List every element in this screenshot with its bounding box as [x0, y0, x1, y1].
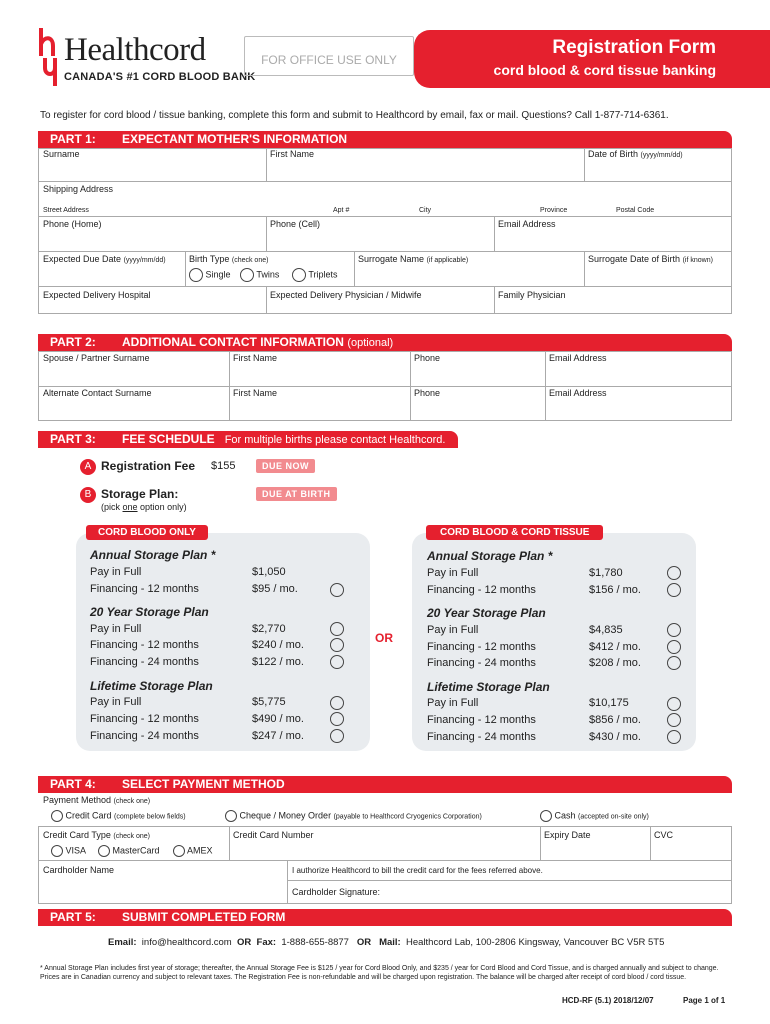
left-20yr-full-price: $2,770: [252, 623, 286, 635]
left-annual-full-label: Pay in Full: [90, 566, 142, 578]
phone-cell-field[interactable]: Phone (Cell): [270, 219, 321, 229]
expiry-field[interactable]: Expiry Date: [544, 830, 591, 840]
right-20yr-fin24-label: Financing - 24 months: [427, 657, 536, 669]
radio-icon: [240, 268, 254, 282]
cheque-option[interactable]: Cheque / Money Order (payable to Healthcord Cryogenics Corporation): [225, 810, 482, 822]
alt-surname-field[interactable]: Alternate Contact Surname: [43, 388, 152, 398]
left-20yr-fin12-label: Financing - 12 months: [90, 639, 199, 651]
physician-field[interactable]: Expected Delivery Physician / Midwife: [270, 290, 422, 300]
dob-field[interactable]: Date of Birth (yyyy/mm/dd): [588, 149, 683, 159]
left-20yr-fin12-radio[interactable]: [330, 638, 344, 652]
left-life-fin24-radio[interactable]: [330, 729, 344, 743]
card-number-field[interactable]: Credit Card Number: [233, 830, 314, 840]
right-annual-fin12-label: Financing - 12 months: [427, 584, 536, 596]
alt-phone-field[interactable]: Phone: [414, 388, 441, 398]
registration-fee-label: Registration Fee: [101, 459, 196, 473]
right-20yr-fin12-radio[interactable]: [667, 640, 681, 654]
healthcord-logo-icon: [38, 26, 60, 88]
city-field[interactable]: City: [419, 207, 432, 214]
left-life-fin24-price: $247 / mo.: [252, 730, 304, 742]
surrogate-dob-field[interactable]: Surrogate Date of Birth (if known): [588, 254, 713, 264]
right-20yr-full-price: $4,835: [589, 624, 623, 636]
left-life-fin12-price: $490 / mo.: [252, 713, 304, 725]
twins-option[interactable]: Twins: [240, 268, 279, 282]
form-code: HCD-RF (5.1) 2018/12/07: [562, 996, 654, 1005]
right-20yr-fin12-label: Financing - 12 months: [427, 641, 536, 653]
submit-methods: Email: info@healthcord.com OR Fax: 1-888-655-8877 OR Mail: Healthcord Lab, 100-2806 Kingsway, Vancouver BC V5R 5T5: [108, 937, 665, 948]
cvc-field[interactable]: CVC: [654, 830, 674, 840]
left-annual-fin12-price: $95 / mo.: [252, 583, 298, 595]
cash-option[interactable]: Cash (accepted on-site only): [540, 810, 649, 822]
postal-field[interactable]: Postal Code: [616, 207, 655, 214]
storage-plan-label: Storage Plan:: [101, 487, 179, 501]
right-annual-full-radio[interactable]: [667, 566, 681, 580]
spouse-surname-field[interactable]: Spouse / Partner Surname: [43, 353, 150, 363]
surname-field[interactable]: Surname: [43, 149, 80, 159]
alt-email-field[interactable]: Email Address: [549, 388, 607, 398]
right-annual-fin12-price: $156 / mo.: [589, 584, 641, 596]
street-field[interactable]: Street Address: [43, 207, 89, 214]
surrogate-name-field[interactable]: Surrogate Name (if applicable): [358, 254, 469, 264]
left-20yr-full-radio[interactable]: [330, 622, 344, 636]
footnote: * Annual Storage Plan includes first year of storage; thereafter, the Annual Storage Fee is $125 / year for Cord Blood Only, and $235 / year for Cord Blood and Cord Tissue, and is charged annually and subject to change. Prices are in Canadian currency and subject to relevant taxes. The Registration Fee is non-refundable and will be charged upon registration. The balance will be charged after receipt of cord blood / cord tissue.: [40, 965, 719, 981]
apt-field[interactable]: Apt #: [333, 207, 350, 214]
part4-header: PART 4: SELECT PAYMENT METHOD: [38, 776, 732, 793]
province-field[interactable]: Province: [540, 207, 568, 214]
due-date-field[interactable]: Expected Due Date (yyyy/mm/dd): [43, 254, 166, 264]
family-physician-field[interactable]: Family Physician: [498, 290, 566, 300]
authorize-text: I authorize Healthcord to bill the credit card for the fees referred above.: [292, 866, 543, 875]
credit-card-option[interactable]: Credit Card (complete below fields): [51, 810, 186, 822]
radio-icon: [189, 268, 203, 282]
left-life-fin24-label: Financing - 24 months: [90, 730, 199, 742]
left-lifetime-title: Lifetime Storage Plan: [90, 679, 213, 693]
mastercard-option[interactable]: MasterCard: [98, 845, 160, 857]
alt-first-name-field[interactable]: First Name: [233, 388, 278, 398]
left-life-full-price: $5,775: [252, 696, 286, 708]
left-annual-fin12-radio[interactable]: [330, 583, 344, 597]
right-20yr-full-radio[interactable]: [667, 623, 681, 637]
option-b-badge: B: [80, 487, 96, 503]
hospital-field[interactable]: Expected Delivery Hospital: [43, 290, 151, 300]
page-number: Page 1 of 1: [683, 996, 726, 1005]
right-life-fin12-price: $856 / mo.: [589, 714, 641, 726]
form-title: Registration Form: [552, 37, 716, 58]
part2-header: PART 2: ADDITIONAL CONTACT INFORMATION (optional): [38, 334, 732, 351]
cord-blood-tissue-title: CORD BLOOD & CORD TISSUE: [426, 525, 603, 540]
left-20yr-fin24-label: Financing - 24 months: [90, 656, 199, 668]
left-annual-full-price: $1,050: [252, 566, 286, 578]
email-field[interactable]: Email Address: [498, 219, 556, 229]
left-20yr-fin24-radio[interactable]: [330, 655, 344, 669]
right-life-fin24-label: Financing - 24 months: [427, 731, 536, 743]
right-life-full-radio[interactable]: [667, 697, 681, 711]
left-annual-title: Annual Storage Plan *: [90, 548, 216, 562]
left-life-full-radio[interactable]: [330, 696, 344, 710]
office-use-box: FOR OFFICE USE ONLY: [244, 36, 414, 76]
triplets-option[interactable]: Triplets: [292, 268, 338, 282]
right-annual-fin12-radio[interactable]: [667, 583, 681, 597]
part5-header: PART 5: SUBMIT COMPLETED FORM: [38, 909, 732, 926]
spouse-phone-field[interactable]: Phone: [414, 353, 441, 363]
registration-fee-amount: $155: [211, 460, 236, 472]
right-annual-full-label: Pay in Full: [427, 567, 479, 579]
amex-option[interactable]: AMEX: [173, 845, 213, 857]
card-type-label: Credit Card Type (check one): [43, 830, 150, 840]
right-lifetime-title: Lifetime Storage Plan: [427, 680, 550, 694]
right-20yr-fin24-price: $208 / mo.: [589, 657, 641, 669]
radio-icon: [225, 810, 237, 822]
spouse-first-name-field[interactable]: First Name: [233, 353, 278, 363]
first-name-field[interactable]: First Name: [270, 149, 315, 159]
pick-one-note: (pick one option only): [101, 502, 187, 512]
option-a-badge: A: [80, 459, 96, 475]
single-option[interactable]: Single: [189, 268, 231, 282]
logo-text: Healthcord: [64, 32, 206, 68]
left-20yr-title: 20 Year Storage Plan: [90, 605, 209, 619]
right-life-fin24-price: $430 / mo.: [589, 731, 641, 743]
radio-icon: [98, 845, 110, 857]
left-annual-fin12-label: Financing - 12 months: [90, 583, 199, 595]
right-annual-title: Annual Storage Plan *: [427, 549, 553, 563]
left-life-fin12-radio[interactable]: [330, 712, 344, 726]
logo-tagline: CANADA'S #1 CORD BLOOD BANK: [64, 71, 256, 83]
radio-icon: [51, 845, 63, 857]
due-at-birth-badge: DUE AT BIRTH: [256, 487, 337, 501]
right-life-fin12-radio[interactable]: [667, 713, 681, 727]
right-20yr-fin12-price: $412 / mo.: [589, 641, 641, 653]
left-20yr-fin24-price: $122 / mo.: [252, 656, 304, 668]
right-20yr-fin24-radio[interactable]: [667, 656, 681, 670]
or-separator: OR: [375, 631, 393, 645]
radio-icon: [173, 845, 185, 857]
right-life-fin12-label: Financing - 12 months: [427, 714, 536, 726]
right-life-fin24-radio[interactable]: [667, 730, 681, 744]
cord-blood-only-title: CORD BLOOD ONLY: [86, 525, 208, 540]
right-life-full-label: Pay in Full: [427, 697, 479, 709]
form-subtitle: cord blood & cord tissue banking: [493, 62, 716, 78]
submit-email-link[interactable]: info@healthcord.com: [141, 937, 232, 948]
right-20yr-full-label: Pay in Full: [427, 624, 479, 636]
right-life-full-price: $10,175: [589, 697, 629, 709]
right-20yr-title: 20 Year Storage Plan: [427, 606, 546, 620]
intro-text: To register for cord blood / tissue banking, complete this form and submit to Healthcord by email, fax or mail. Questions? Call 1-877-714-6361.: [40, 110, 669, 121]
cardholder-name-field[interactable]: Cardholder Name: [43, 865, 115, 875]
radio-icon: [292, 268, 306, 282]
shipping-address-label: Shipping Address: [43, 184, 114, 194]
birth-type-label: Birth Type (check one): [189, 254, 269, 264]
phone-home-field[interactable]: Phone (Home): [43, 219, 102, 229]
part1-header: PART 1: EXPECTANT MOTHER'S INFORMATION: [38, 131, 732, 148]
left-life-full-label: Pay in Full: [90, 696, 142, 708]
spouse-email-field[interactable]: Email Address: [549, 353, 607, 363]
due-now-badge: DUE NOW: [256, 459, 315, 473]
signature-field[interactable]: Cardholder Signature:: [292, 887, 381, 897]
left-20yr-fin12-price: $240 / mo.: [252, 639, 304, 651]
left-20yr-full-label: Pay in Full: [90, 623, 142, 635]
radio-icon: [540, 810, 552, 822]
radio-icon: [51, 810, 63, 822]
part3-header: PART 3: FEE SCHEDULE For multiple births please contact Healthcord.: [38, 431, 458, 448]
visa-option[interactable]: VISA: [51, 845, 86, 857]
right-annual-full-price: $1,780: [589, 567, 623, 579]
left-life-fin12-label: Financing - 12 months: [90, 713, 199, 725]
payment-method-label: Payment Method (check one): [43, 795, 151, 805]
